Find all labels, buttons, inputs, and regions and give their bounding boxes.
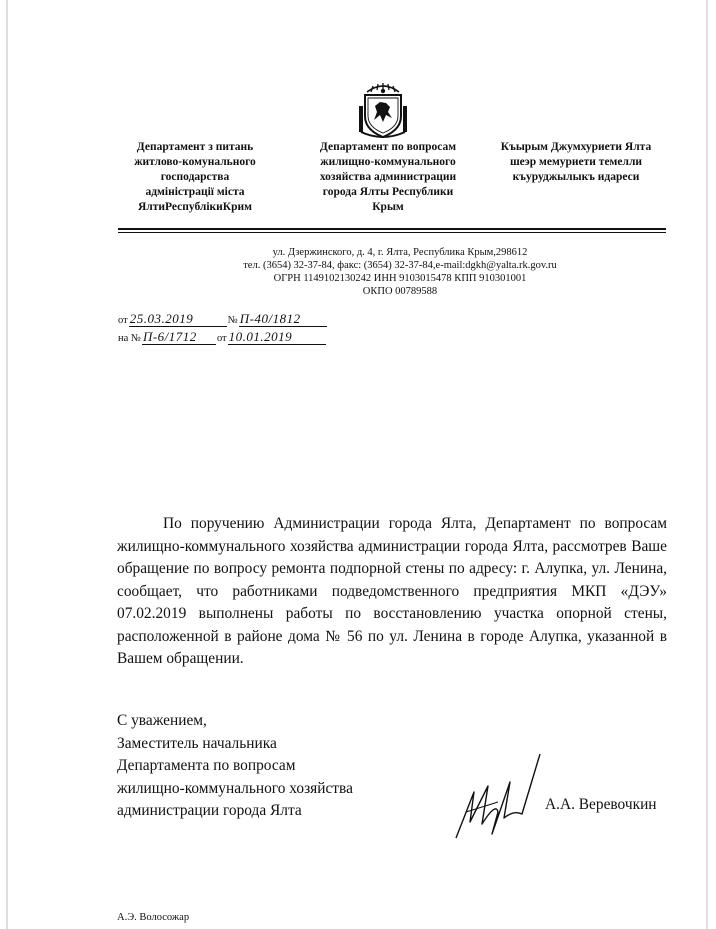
header-divider-thick [118,228,666,230]
letter-body [117,513,667,671]
closing-line: администрации города Ялта [117,802,302,819]
body-paragraph: По поручению Администрации города Ялта, Департамент по вопросам жилищно-коммунального хозяйства администрации города Ялта, рассмотрев Ваше обращение по вопросу ремонта подпорной стены по адресу: г. Алупка, ул. Ленина, сообщает, что работниками подведомственного предприятия МКП «ДЭУ» 07.02.2019 выполнены работы по восстановлению участка опорной стены, расположенной в районе дома № 56 по ул. Ленина в городе Алупка, указанной в Вашем обращении. [117,515,667,667]
header-divider-thin [118,232,666,233]
number-label: № [227,315,238,326]
header-line: господарства [160,171,230,183]
header-ukrainian [120,140,270,215]
header-crimean-tatar [488,140,664,185]
header-line: Къырым Джумхуриети Ялта [500,141,652,153]
contacts-address: ул. Дзержинского, д. 4, г. Ялта, Республика Крым,298612 [272,247,528,258]
header-line: Департамент з питань [136,141,254,153]
incoming-reference [117,330,326,346]
closing-block [117,710,353,823]
header-line: ЯлтиРеспублікиКрим [137,201,253,213]
contacts-codes: ОГРН 1149102130242 ИНН 9103015478 КПП 910301001 [273,273,527,284]
header-line: хозяйства администрации [319,171,457,183]
scan-edge-left [6,0,8,929]
header-line: къуруджылыкъ идареси [512,171,640,183]
outgoing-number: П-40/1812 [239,312,327,327]
scan-edge-right [706,0,708,929]
incoming-number: П-6/1712 [142,330,216,345]
header-line: жилищно-коммунального [320,156,456,168]
to-label: на № [118,333,141,344]
closing-line: Департамента по вопросам [117,757,296,774]
incoming-date: 10.01.2019 [228,330,326,345]
handwritten-signature [452,752,552,844]
outgoing-date: 25.03.2019 [129,312,227,327]
header-line: житлово-комунального [134,156,256,168]
to-date-label: от [216,333,227,344]
header-line: Департамент по вопросам [319,141,457,153]
closing-line: С уважением, [117,712,207,729]
from-label: от [118,315,128,326]
header-line: адміністрації міста [145,186,245,198]
header-line: шеэр мемуриети темелли [509,156,643,168]
contacts-okpo: ОКПО 00789588 [362,286,438,297]
closing-line: Заместитель начальника [117,734,277,752]
crimea-coat-of-arms-icon [359,82,407,140]
signer-name: А.А. Веревочкин [545,796,657,813]
closing-line: жилищно-коммунального хозяйства [117,779,353,797]
header-line: Крым [372,201,404,213]
contacts-block [200,246,600,298]
contacts-phone: тел. (3654) 32-37-84, факс: (3654) 32-37-84,e-mail:dgkh@yalta.rk.gov.ru [243,260,557,271]
executor-name: А.Э. Волосожар [117,912,190,923]
header-russian [304,140,472,215]
outgoing-reference [117,312,327,328]
header-line: города Ялты Республики [322,186,454,198]
